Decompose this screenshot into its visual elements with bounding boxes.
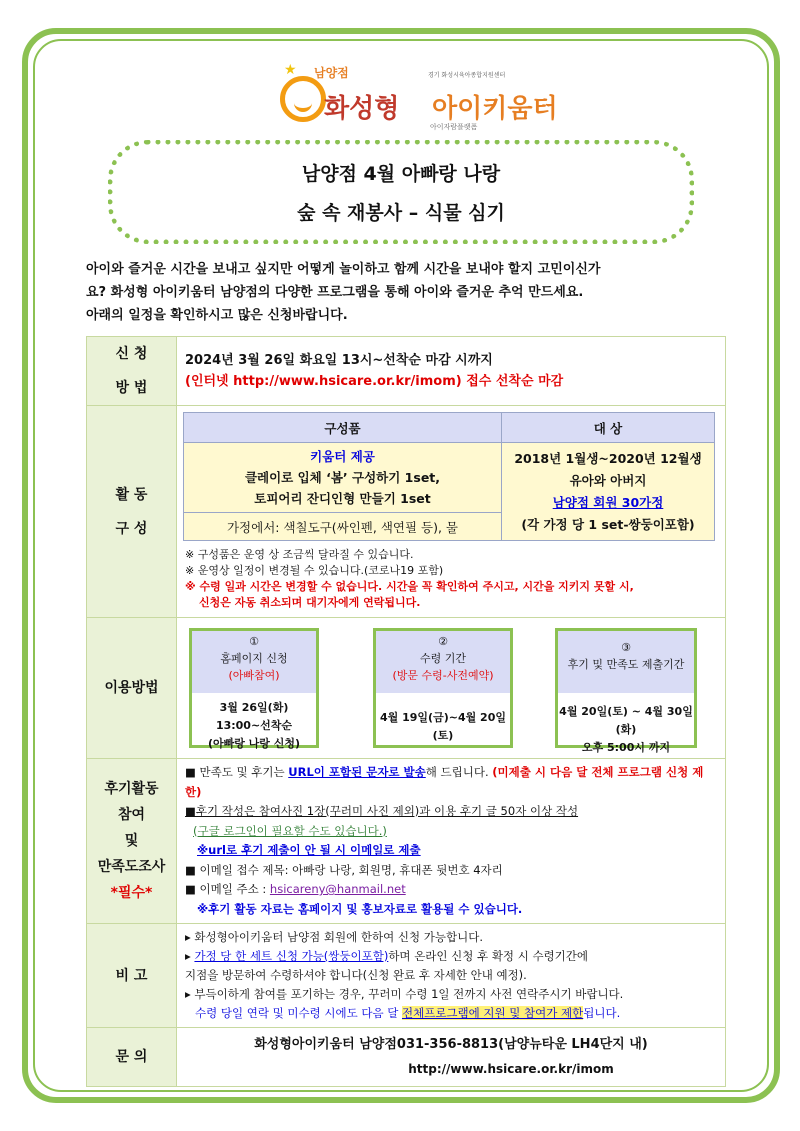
- note-warning: ※ 수령 일과 시간은 변경할 수 없습니다. 시간을 꼭 확인하여 주시고, 시간을 지키지 못할 시,: [185, 580, 634, 593]
- target-cell: [502, 443, 715, 541]
- step-line: 13:00~선착순: [215, 719, 293, 732]
- label-text: 및: [124, 833, 139, 849]
- step-line: 3월 26일(화): [219, 701, 289, 714]
- review-warning: (미제출 시 다음 달 전체 프로그램 신청 제한): [185, 765, 704, 799]
- smile-logo-icon: [280, 76, 326, 122]
- apply-content: [177, 337, 726, 406]
- label-usage: 이용방법: [87, 618, 177, 759]
- review-text: ■ 이메일 주소 :: [185, 882, 270, 896]
- step-title: 후기 및 만족도 제출기간: [567, 658, 685, 671]
- target-line: 남양점 회원 30가정: [552, 494, 664, 510]
- review-line: ■후기 작성은 참여사진 1장(꾸러미 사진 제외)과 이용 후기 글 50자 이상 작성: [185, 804, 579, 818]
- remark-text: ▸: [185, 949, 195, 963]
- inquiry-phone: 화성형아이키움터 남양점031-356-8813(남양뉴타운 LH4단지 내): [254, 1037, 648, 1052]
- label-text: 후기활동: [104, 781, 159, 797]
- step-number: ①: [249, 635, 259, 648]
- title-line1: 남양점 4월 아빠랑 나랑: [301, 163, 501, 185]
- remark-line: [185, 947, 717, 966]
- label-remarks: 비 고: [87, 924, 177, 1028]
- step-title: 홈페이지 신청: [220, 652, 288, 665]
- activity-notes: [177, 545, 725, 617]
- intro-line: 아래의 일정을 확인하시고 많은 신청바랍니다.: [86, 308, 348, 323]
- star-icon: ★: [284, 62, 297, 78]
- target-line: (각 가정 당 1 set-쌍둥이포함): [521, 516, 695, 532]
- intro-line: 요? 화성형 아이키움터 남양점의 다양한 프로그램을 통해 아이와 즐거운 추억 만드세요.: [86, 285, 584, 300]
- review-text: URL이 포함된 문자로 발송: [288, 765, 426, 779]
- step-header: [558, 631, 694, 693]
- step-number: ②: [438, 635, 448, 648]
- comp-item: 클레이로 입체 ‘봄’ 구성하기 1set,: [244, 470, 441, 485]
- step-body: [192, 693, 316, 753]
- target-line: 2018년 1월생~2020년 12월생: [514, 450, 702, 466]
- label-review: [87, 759, 177, 924]
- apply-url[interactable]: (인터넷 http://www.hsicare.or.kr/imom) 접수 선착순 마감: [185, 374, 564, 389]
- review-line: ※후기 활동 자료는 홈페이지 및 홍보자료로 활용될 수 있습니다.: [197, 901, 523, 916]
- col-components: 구성품: [184, 413, 502, 443]
- row-inquiry: [87, 1028, 726, 1087]
- remark-text: 가정 당 한 세트 신청 가능(쌍둥이포함): [194, 949, 389, 963]
- step-3: [555, 628, 697, 754]
- review-line: [185, 880, 717, 900]
- step-sub: (방문 수령-사전예약): [392, 669, 494, 682]
- logo-mini-text: 경기 화성시육아종합지원센터: [428, 72, 506, 79]
- row-apply: [87, 337, 726, 406]
- label-text: 구 성: [115, 520, 148, 537]
- remark-line: ▸ 화성형아이키움터 남양점 회원에 한하여 신청 가능합니다.: [185, 930, 483, 944]
- step-line: (아빠랑 나랑 신청): [207, 737, 301, 750]
- step-header: [376, 631, 510, 693]
- activity-inner-table: [183, 412, 715, 541]
- remark-line: ▸ 부득이하게 참여를 포기하는 경우, 꾸러미 수령 1일 전까지 사전 연락주시기 바랍니다.: [185, 987, 624, 1001]
- step-line: 오후 5:00시 까지: [581, 741, 671, 754]
- logo-sub: 아이자람플랫폼: [430, 123, 478, 131]
- usage-steps: [177, 618, 725, 758]
- logo-branch: 남양점: [314, 66, 349, 80]
- step-1: [189, 628, 319, 748]
- note: ※ 운영상 일정이 변경될 수 있습니다.(코로나19 포함): [185, 564, 444, 577]
- step-sub: (아빠참여): [228, 669, 280, 682]
- title-box: [108, 140, 694, 244]
- row-activity: [87, 406, 726, 618]
- remarks-content: [177, 924, 726, 1028]
- remark-line: [185, 1004, 717, 1023]
- logo: [280, 62, 558, 136]
- row-remarks: [87, 924, 726, 1028]
- step-line: 4월 19일(금)~4월 20일(토): [380, 711, 506, 742]
- remark-text: 됩니다.: [583, 1006, 621, 1020]
- review-line: ※url로 후기 제출이 안 될 시 이메일로 제출: [197, 843, 421, 857]
- info-table: [86, 336, 726, 1087]
- step-line: 4월 20일(토) ~ 4월 30일(화): [559, 705, 693, 736]
- inquiry-content: [177, 1028, 726, 1087]
- note-warning: 신청은 자동 취소되며 대기자에게 연락됩니다.: [199, 596, 421, 609]
- intro-text: [86, 258, 726, 327]
- col-target: 대 상: [502, 413, 715, 443]
- step-2: [373, 628, 513, 748]
- label-apply: [87, 337, 177, 406]
- target-line: 유아와 아버지: [569, 472, 647, 488]
- label-inquiry: 문 의: [87, 1028, 177, 1087]
- email-link[interactable]: hsicareny@hanmail.net: [269, 882, 406, 896]
- label-required: *필수*: [110, 885, 153, 901]
- components-cell: [184, 443, 502, 513]
- row-review: [87, 759, 726, 924]
- comp-item: 토피어리 잔디인형 만들기 1set: [254, 491, 431, 506]
- label-text: 활 동: [115, 486, 148, 503]
- label-activity: [87, 406, 177, 618]
- step-body: [376, 693, 510, 745]
- remark-highlight: 전체프로그램에 지원 및 참여가 제한: [402, 1006, 584, 1020]
- label-text: 참여: [117, 807, 146, 823]
- remark-text: 수령 당일 연락 및 미수령 시에도 다음 달: [195, 1006, 402, 1020]
- step-header: [192, 631, 316, 693]
- label-text: 방 법: [115, 380, 148, 396]
- review-line: ■ 이메일 접수 제목: 아빠랑 나랑, 회원명, 휴대폰 뒷번호 4자리: [185, 862, 503, 877]
- logo-name-part1: 화성형: [324, 94, 400, 124]
- review-line: (구글 로그인이 필요할 수도 있습니다.): [193, 823, 387, 838]
- review-line: [185, 763, 717, 802]
- step-title: 수령 기간: [419, 652, 466, 665]
- logo-name-part2: 아이키움터: [432, 94, 558, 124]
- comp-home: 가정에서: 색칠도구(싸인펜, 색연필 등), 물: [184, 513, 502, 541]
- step-body: [558, 693, 694, 757]
- review-text: ■ 만족도 및 후기는: [185, 765, 289, 779]
- review-text: 해 드립니다.: [425, 765, 493, 779]
- remark-text: 하며 온라인 신청 후 확정 시 수령기간에: [388, 949, 589, 963]
- apply-date: 2024년 3월 26일 화요일 13시~선착순 마감 시까지: [185, 353, 493, 368]
- review-content: [177, 759, 726, 924]
- step-number: ③: [621, 641, 631, 654]
- remark-line: 지점을 방문하여 수령하셔야 합니다(신청 완료 후 자세한 안내 예정).: [185, 968, 527, 982]
- intro-line: 아이와 즐거운 시간을 보내고 싶지만 어떻게 놀이하고 함께 시간을 보내야 할지 고민이신가: [86, 262, 601, 277]
- label-text: 만족도조사: [97, 859, 166, 875]
- note: ※ 구성품은 운영 상 조금씩 달라질 수 있습니다.: [185, 548, 414, 561]
- activity-content: [177, 406, 726, 618]
- row-usage: [87, 618, 726, 759]
- inquiry-url[interactable]: http://www.hsicare.or.kr/imom: [408, 1062, 614, 1076]
- comp-provider: 키움터 제공: [310, 449, 375, 464]
- title-line2: 숲 속 재봉사 – 식물 심기: [297, 202, 505, 224]
- usage-content: [177, 618, 726, 759]
- label-text: 신 청: [115, 346, 148, 362]
